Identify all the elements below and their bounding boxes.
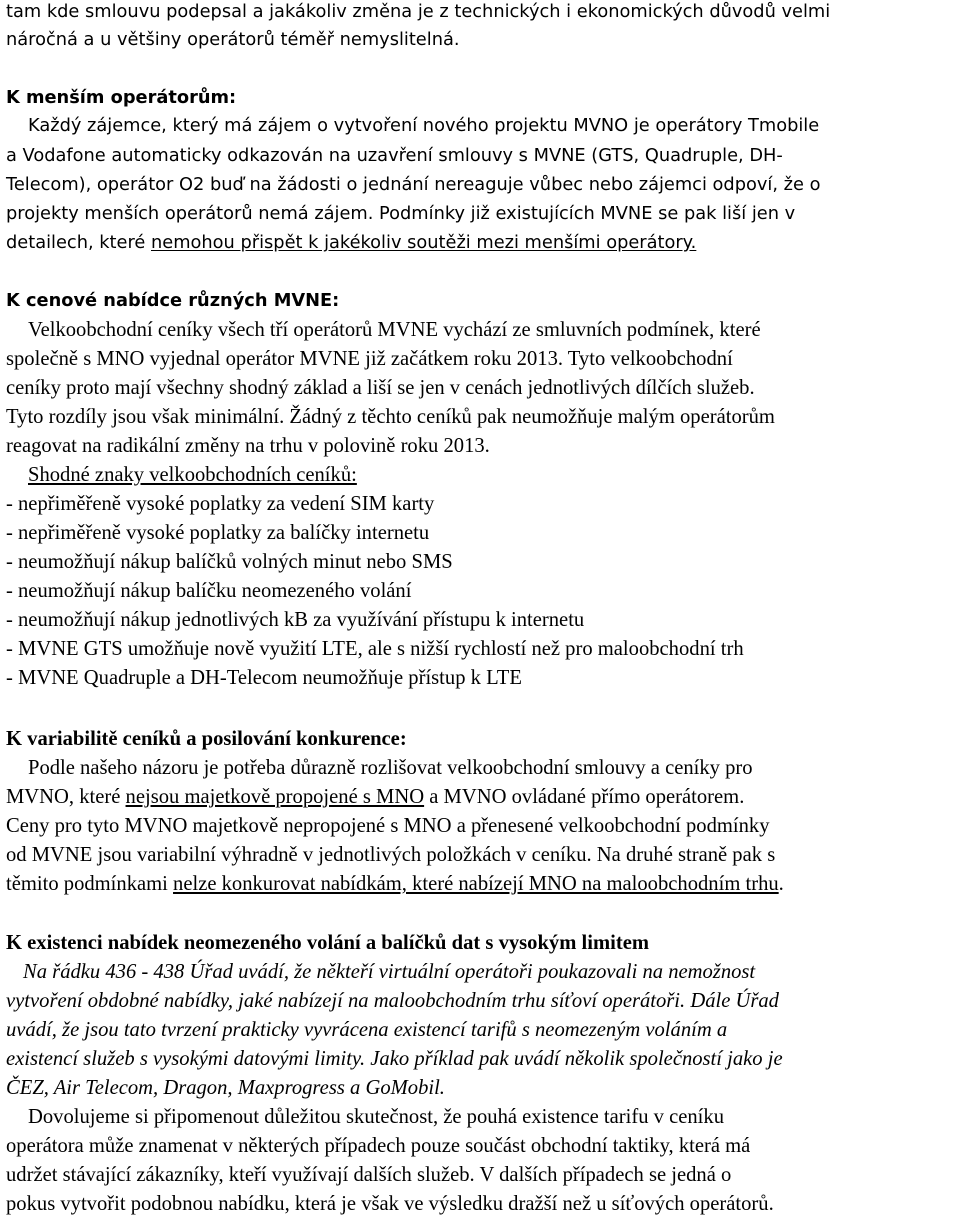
text-line: pokus vytvořit podobnou nabídku, která je však ve výsledku dražší než u síťových operátorů. — [6, 1193, 774, 1215]
text-line: udržet stávající zákazníky, kteří využívají dalších služeb. V dalších případech se jedná o — [6, 1164, 732, 1186]
text-line: ČEZ, Air Telecom, Dragon, Maxprogress a GoMobil. — [6, 1077, 445, 1099]
underlined-text: nemohou přispět k jakékoliv soutěži mezi menšími operátory. — [151, 232, 697, 253]
text-span: . — [778, 873, 784, 895]
underlined-text: nejsou majetkově propojené s MNO — [125, 786, 425, 808]
text-line: Telecom), operátor O2 buď na žádosti o jednání nereaguje vůbec nebo zájemci odpoví, že o — [6, 174, 821, 195]
text-span: MVNO, které — [6, 786, 126, 808]
text-line: existencí služeb s vysokými datovými limity. Jako příklad pak uvádí několik společností jako je — [6, 1048, 783, 1070]
list-item: - neumožňují nákup balíčku neomezeného volání — [6, 580, 412, 602]
text-line: vytvoření obdobné nabídky, jaké nabízejí na maloobchodním trhu síťoví operátoři. Dále Úřad — [6, 990, 779, 1012]
text-line: Velkoobchodní ceníky všech tří operátorů MVNE vychází ze smluvních podmínek, které — [28, 319, 761, 341]
text-line — [6, 787, 744, 808]
text-line: Na řádku 436 - 438 Úřad uvádí, že někteří virtuální operátoři poukazovali na nemožnost — [23, 961, 756, 983]
section-heading-price-offer: K cenové nabídce různých MVNE: — [6, 290, 340, 311]
text-line: tam kde smlouvu podepsal a jakákoliv změna je z technických i ekonomických důvodů velmi — [6, 1, 831, 22]
text-line: náročná a u většiny operátorů téměř nemyslitelná. — [6, 29, 460, 50]
list-item: - nepřiměřeně vysoké poplatky za vedení SIM karty — [6, 493, 435, 515]
section-heading-smaller-operators: K menším operátorům: — [6, 87, 237, 108]
text-line — [6, 874, 784, 895]
text-line: Tyto rozdíly jsou však minimální. Žádný z těchto ceníků pak neumožňuje malým operátorům — [6, 406, 775, 428]
text-line: projekty menších operátorů nemá zájem. Podmínky již existujících MVNE se pak liší jen v — [6, 203, 796, 224]
text-line: operátora může znamenat v některých případech pouze součást obchodní taktiky, která má — [6, 1135, 751, 1157]
text-line: a Vodafone automaticky odkazován na uzavření smlouvy s MVNE (GTS, Quadruple, DH- — [6, 145, 783, 166]
text-line: reagovat na radikální změny na trhu v polovině roku 2013. — [6, 435, 490, 457]
text-span: těmito podmínkami — [6, 873, 174, 895]
text-line: ceníky proto mají všechny shodný základ a liší se jen v cenách jednotlivých dílčích služeb. — [6, 377, 755, 399]
text-line: Podle našeho názoru je potřeba důrazně rozlišovat velkoobchodní smlouvy a ceníky pro — [28, 757, 753, 779]
list-item: - nepřiměřeně vysoké poplatky za balíčky internetu — [6, 522, 430, 544]
section-heading-unlimited-offers: K existenci nabídek neomezeného volání a balíčků dat s vysokým limitem — [6, 932, 650, 954]
list-item: - MVNE GTS umožňuje nově využití LTE, ale s nižší rychlostí než pro maloobchodní trh — [6, 638, 744, 660]
underlined-text: nelze konkurovat nabídkám, které nabízejí MNO na maloobchodním trhu — [173, 873, 779, 895]
text-line: od MVNE jsou variabilní výhradně v jednotlivých položkách v ceníku. Na druhé straně pak s — [6, 844, 776, 866]
list-item: - neumožňují nákup jednotlivých kB za využívání přístupu k internetu — [6, 609, 585, 631]
subheading-common-features: Shodné znaky velkoobchodních ceníků: — [28, 464, 357, 486]
text-span: detailech, které — [6, 232, 151, 253]
text-line: společně s MNO vyjednal operátor MVNE již začátkem roku 2013. Tyto velkoobchodní — [6, 348, 733, 370]
text-line: Každý zájemce, který má zájem o vytvoření nového projektu MVNO je operátory Tmobile — [28, 115, 820, 136]
list-item: - neumožňují nákup balíčků volných minut nebo SMS — [6, 551, 453, 573]
text-line: uvádí, že jsou tato tvrzení prakticky vyvrácena existencí tarifů s neomezeným voláním a — [6, 1019, 728, 1041]
text-line: Dovolujeme si připomenout důležitou skutečnost, že pouhá existence tarifu v ceníku — [28, 1106, 724, 1128]
text-span: a MVNO ovládané přímo operátorem. — [424, 786, 745, 808]
section-heading-variability: K variabilitě ceníků a posilování konkurence: — [6, 728, 407, 750]
list-item: - MVNE Quadruple a DH-Telecom neumožňuje přístup k LTE — [6, 667, 522, 689]
text-line — [6, 234, 696, 252]
text-line: Ceny pro tyto MVNO majetkově nepropojené s MNO a přenesené velkoobchodní podmínky — [6, 815, 770, 837]
